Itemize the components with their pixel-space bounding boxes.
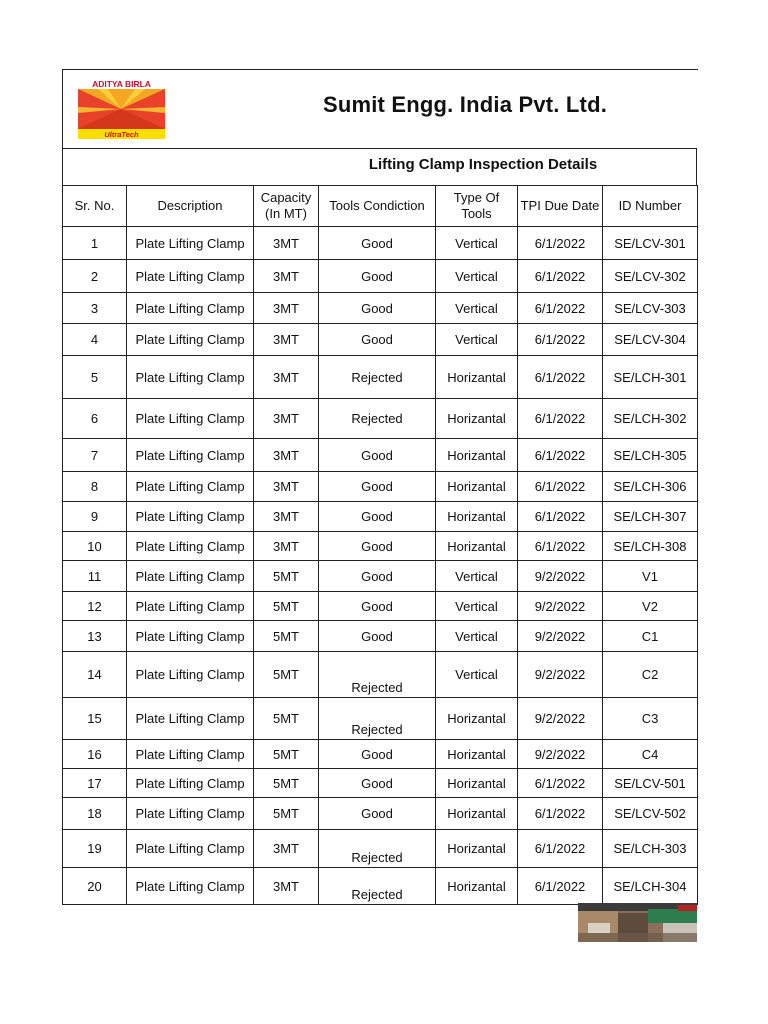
cell-tpi-due-date: 9/2/2022 [518, 652, 603, 698]
cell-condition: Good [319, 293, 436, 324]
cell-id-number: SE/LCH-305 [603, 439, 698, 472]
cell-description: Plate Lifting Clamp [127, 293, 254, 324]
cell-type: Horizantal [436, 356, 518, 399]
cell-condition: Good [319, 769, 436, 798]
table-row [63, 592, 698, 621]
cell-type: Horizantal [436, 698, 518, 740]
cell-condition: Rejected [319, 652, 436, 698]
cell-id-number: SE/LCV-304 [603, 324, 698, 356]
cell-id-number: C2 [603, 652, 698, 698]
cell-tpi-due-date: 6/1/2022 [518, 260, 603, 293]
cell-type: Vertical [436, 293, 518, 324]
cell-type: Horizantal [436, 532, 518, 561]
table-row [63, 868, 698, 905]
cell-type: Horizantal [436, 502, 518, 532]
cell-type: Horizantal [436, 868, 518, 905]
cell-description: Plate Lifting Clamp [127, 830, 254, 868]
cell-id-number: SE/LCV-302 [603, 260, 698, 293]
cell-capacity: 3MT [254, 399, 319, 439]
cell-tpi-due-date: 6/1/2022 [518, 439, 603, 472]
cell-type: Vertical [436, 324, 518, 356]
cell-capacity: 3MT [254, 830, 319, 868]
cell-type: Vertical [436, 561, 518, 592]
header-type-of-tools [436, 186, 518, 227]
table-row [63, 798, 698, 830]
cell-capacity: 3MT [254, 439, 319, 472]
cell-type: Vertical [436, 621, 518, 652]
cell-sr-no: 4 [63, 324, 127, 356]
cell-condition: Good [319, 439, 436, 472]
cell-capacity: 5MT [254, 621, 319, 652]
cell-condition: Good [319, 532, 436, 561]
cell-sr-no: 14 [63, 652, 127, 698]
cell-condition: Good [319, 740, 436, 769]
cell-id-number: C4 [603, 740, 698, 769]
table-row [63, 293, 698, 324]
cell-type: Vertical [436, 227, 518, 260]
cell-condition: Good [319, 472, 436, 502]
cell-sr-no: 10 [63, 532, 127, 561]
cell-capacity: 3MT [254, 260, 319, 293]
cell-condition: Rejected [319, 830, 436, 868]
cell-capacity: 5MT [254, 652, 319, 698]
cell-condition: Good [319, 502, 436, 532]
cell-tpi-due-date: 6/1/2022 [518, 324, 603, 356]
cell-tpi-due-date: 9/2/2022 [518, 621, 603, 652]
table-row [63, 740, 698, 769]
cell-tpi-due-date: 6/1/2022 [518, 532, 603, 561]
cell-sr-no: 18 [63, 798, 127, 830]
cell-description: Plate Lifting Clamp [127, 740, 254, 769]
cell-description: Plate Lifting Clamp [127, 652, 254, 698]
cell-condition: Rejected [319, 698, 436, 740]
title-row [62, 148, 697, 185]
cell-id-number: V2 [603, 592, 698, 621]
cell-condition: Rejected [319, 399, 436, 439]
cell-capacity: 5MT [254, 740, 319, 769]
header-tools-condition: Tools Condiction [319, 186, 436, 227]
cell-sr-no: 9 [63, 502, 127, 532]
cell-description: Plate Lifting Clamp [127, 798, 254, 830]
cell-capacity: 5MT [254, 798, 319, 830]
cell-capacity: 5MT [254, 561, 319, 592]
cell-description: Plate Lifting Clamp [127, 769, 254, 798]
cell-type: Vertical [436, 652, 518, 698]
header-tpi-due-date: TPI Due Date [518, 186, 603, 227]
cell-capacity: 3MT [254, 227, 319, 260]
table-row [63, 356, 698, 399]
header-capacity-label: Capacity (In MT) [260, 190, 312, 221]
table-row [63, 621, 698, 652]
cell-condition: Good [319, 592, 436, 621]
cell-tpi-due-date: 6/1/2022 [518, 798, 603, 830]
header-id-number: ID Number [603, 186, 698, 227]
cell-capacity: 3MT [254, 324, 319, 356]
cell-type: Horizantal [436, 830, 518, 868]
cell-tpi-due-date: 6/1/2022 [518, 227, 603, 260]
sheet-title: Lifting Clamp Inspection Details [368, 156, 598, 173]
cell-id-number: SE/LCH-302 [603, 399, 698, 439]
cell-sr-no: 6 [63, 399, 127, 439]
equipment-photo [578, 903, 697, 942]
cell-id-number: SE/LCH-308 [603, 532, 698, 561]
cell-description: Plate Lifting Clamp [127, 561, 254, 592]
cell-description: Plate Lifting Clamp [127, 227, 254, 260]
header-capacity [254, 186, 319, 227]
table-row [63, 561, 698, 592]
cell-capacity: 3MT [254, 356, 319, 399]
cell-sr-no: 20 [63, 868, 127, 905]
cell-capacity: 3MT [254, 532, 319, 561]
table-row [63, 439, 698, 472]
table-row [63, 472, 698, 502]
cell-description: Plate Lifting Clamp [127, 621, 254, 652]
cell-tpi-due-date: 9/2/2022 [518, 561, 603, 592]
cell-id-number: SE/LCV-301 [603, 227, 698, 260]
cell-type: Horizantal [436, 798, 518, 830]
cell-capacity: 3MT [254, 868, 319, 905]
cell-condition: Good [319, 798, 436, 830]
company-name: Sumit Engg. India Pvt. Ltd. [322, 92, 608, 117]
header-sr-no: Sr. No. [63, 186, 127, 227]
cell-sr-no: 11 [63, 561, 127, 592]
cell-capacity: 5MT [254, 769, 319, 798]
inspection-sheet [62, 69, 697, 905]
cell-id-number: SE/LCH-307 [603, 502, 698, 532]
cell-id-number: SE/LCV-502 [603, 798, 698, 830]
logo-brand-top: ADITYA BIRLA [92, 79, 151, 89]
header-type-label: Type Of Tools [453, 190, 500, 221]
cell-description: Plate Lifting Clamp [127, 502, 254, 532]
cell-tpi-due-date: 6/1/2022 [518, 830, 603, 868]
cell-condition: Good [319, 227, 436, 260]
cell-id-number: SE/LCV-501 [603, 769, 698, 798]
cell-id-number: SE/LCH-304 [603, 868, 698, 905]
cell-condition: Good [319, 561, 436, 592]
cell-tpi-due-date: 9/2/2022 [518, 592, 603, 621]
cell-description: Plate Lifting Clamp [127, 439, 254, 472]
table-row [63, 830, 698, 868]
cell-sr-no: 19 [63, 830, 127, 868]
cell-tpi-due-date: 6/1/2022 [518, 868, 603, 905]
cell-sr-no: 8 [63, 472, 127, 502]
table-row [63, 227, 698, 260]
cell-description: Plate Lifting Clamp [127, 260, 254, 293]
cell-tpi-due-date: 6/1/2022 [518, 399, 603, 439]
cell-sr-no: 16 [63, 740, 127, 769]
cell-id-number: SE/LCH-301 [603, 356, 698, 399]
cell-description: Plate Lifting Clamp [127, 324, 254, 356]
cell-capacity: 5MT [254, 592, 319, 621]
cell-capacity: 3MT [254, 472, 319, 502]
cell-description: Plate Lifting Clamp [127, 698, 254, 740]
cell-description: Plate Lifting Clamp [127, 592, 254, 621]
aditya-birla-ultratech-logo [78, 79, 165, 139]
cell-description: Plate Lifting Clamp [127, 472, 254, 502]
table-header-row [63, 186, 698, 227]
cell-sr-no: 7 [63, 439, 127, 472]
cell-condition: Rejected [319, 868, 436, 905]
cell-description: Plate Lifting Clamp [127, 868, 254, 905]
cell-id-number: V1 [603, 561, 698, 592]
cell-type: Horizantal [436, 439, 518, 472]
cell-capacity: 3MT [254, 293, 319, 324]
cell-sr-no: 2 [63, 260, 127, 293]
cell-description: Plate Lifting Clamp [127, 399, 254, 439]
cell-tpi-due-date: 9/2/2022 [518, 698, 603, 740]
cell-condition: Good [319, 260, 436, 293]
sheet-header [62, 69, 697, 148]
header-description: Description [127, 186, 254, 227]
cell-tpi-due-date: 6/1/2022 [518, 472, 603, 502]
table-row [63, 532, 698, 561]
cell-sr-no: 15 [63, 698, 127, 740]
cell-capacity: 5MT [254, 698, 319, 740]
cell-type: Horizantal [436, 472, 518, 502]
cell-type: Vertical [436, 260, 518, 293]
cell-tpi-due-date: 9/2/2022 [518, 740, 603, 769]
cell-tpi-due-date: 6/1/2022 [518, 769, 603, 798]
cell-sr-no: 3 [63, 293, 127, 324]
cell-sr-no: 17 [63, 769, 127, 798]
cell-tpi-due-date: 6/1/2022 [518, 293, 603, 324]
table-row [63, 769, 698, 798]
cell-id-number: C1 [603, 621, 698, 652]
cell-type: Horizantal [436, 740, 518, 769]
cell-id-number: SE/LCV-303 [603, 293, 698, 324]
cell-capacity: 3MT [254, 502, 319, 532]
cell-type: Horizantal [436, 769, 518, 798]
cell-id-number: C3 [603, 698, 698, 740]
cell-sr-no: 12 [63, 592, 127, 621]
cell-type: Horizantal [436, 399, 518, 439]
cell-description: Plate Lifting Clamp [127, 532, 254, 561]
table-row [63, 324, 698, 356]
inspection-table [62, 185, 698, 905]
cell-type: Vertical [436, 592, 518, 621]
table-body [63, 227, 698, 905]
cell-sr-no: 13 [63, 621, 127, 652]
table-row [63, 399, 698, 439]
cell-tpi-due-date: 6/1/2022 [518, 502, 603, 532]
cell-tpi-due-date: 6/1/2022 [518, 356, 603, 399]
cell-sr-no: 5 [63, 356, 127, 399]
table-row [63, 652, 698, 698]
cell-id-number: SE/LCH-303 [603, 830, 698, 868]
table-row [63, 502, 698, 532]
cell-sr-no: 1 [63, 227, 127, 260]
cell-description: Plate Lifting Clamp [127, 356, 254, 399]
table-row [63, 698, 698, 740]
logo-brand-bottom: UltraTech [104, 130, 139, 139]
table-row [63, 260, 698, 293]
cell-condition: Good [319, 621, 436, 652]
cell-id-number: SE/LCH-306 [603, 472, 698, 502]
cell-condition: Good [319, 324, 436, 356]
cell-condition: Rejected [319, 356, 436, 399]
